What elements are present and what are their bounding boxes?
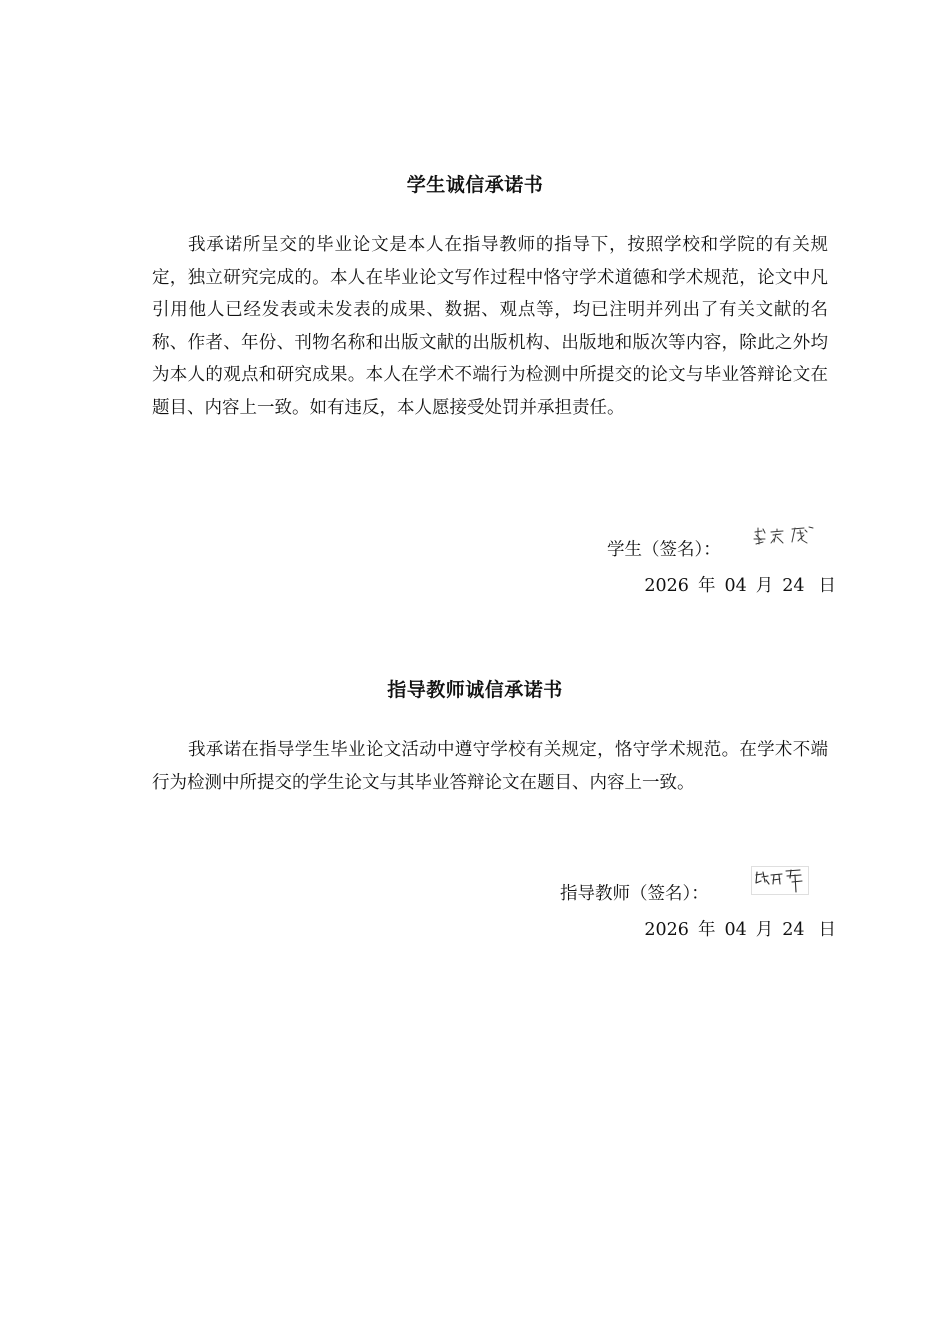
student-date-day-unit: 日 [818,576,836,596]
student-handwritten-signature [752,524,818,550]
advisor-signature-row [560,880,709,905]
student-signature-label: 学生（签名）： [607,540,721,560]
advisor-date-month: 04 [724,920,747,940]
advisor-date-month-unit: 月 [755,920,774,940]
advisor-handwritten-signature [751,866,809,900]
advisor-date-year: 2026 [644,920,689,940]
student-pledge-title: 学生诚信承诺书 [406,174,544,196]
student-pledge-paragraph: 我承诺所呈交的毕业论文是本人在指导教师的指导下，按照学校和学院的有关规定，独立研究完成的。本人在毕业论文写作过程中恪守学术道德和学术规范，论文中凡引用他人已经发表或未发表的成果、数据、观点等，均已注明并列出了有关文献的名称、作者、年份、刊物名称和出版文献的出版机构、出版地和版次等内容，除此之外均为本人的观点和研究成果。本人在学术不端行为检测中所提交的论文与毕业答辩论文在题目、内容上一致。如有违反，本人愿接受处罚并承担责任。 [152,235,828,418]
student-date-month: 04 [724,576,747,596]
advisor-date-row [644,916,836,941]
student-date-month-unit: 月 [755,576,774,596]
advisor-signature-label: 指导教师（签名）： [560,884,709,904]
advisor-date-year-unit: 年 [697,920,716,940]
student-signature-row [607,536,721,561]
advisor-signature-image [751,866,809,896]
advisor-date-day: 24 [782,920,805,940]
student-date-day: 24 [782,576,805,596]
advisor-date-day-unit: 日 [818,920,836,940]
advisor-pledge-paragraph: 我承诺在指导学生毕业论文活动中遵守学校有关规定，恪守学术规范。在学术不端行为检测中所提交的学生论文与其毕业答辩论文在题目、内容上一致。 [152,740,828,793]
student-signature-image [752,524,818,546]
advisor-pledge-title: 指导教师诚信承诺书 [387,679,563,701]
student-date-row [644,572,836,597]
student-date-year: 2026 [644,576,689,596]
student-date-year-unit: 年 [697,576,716,596]
